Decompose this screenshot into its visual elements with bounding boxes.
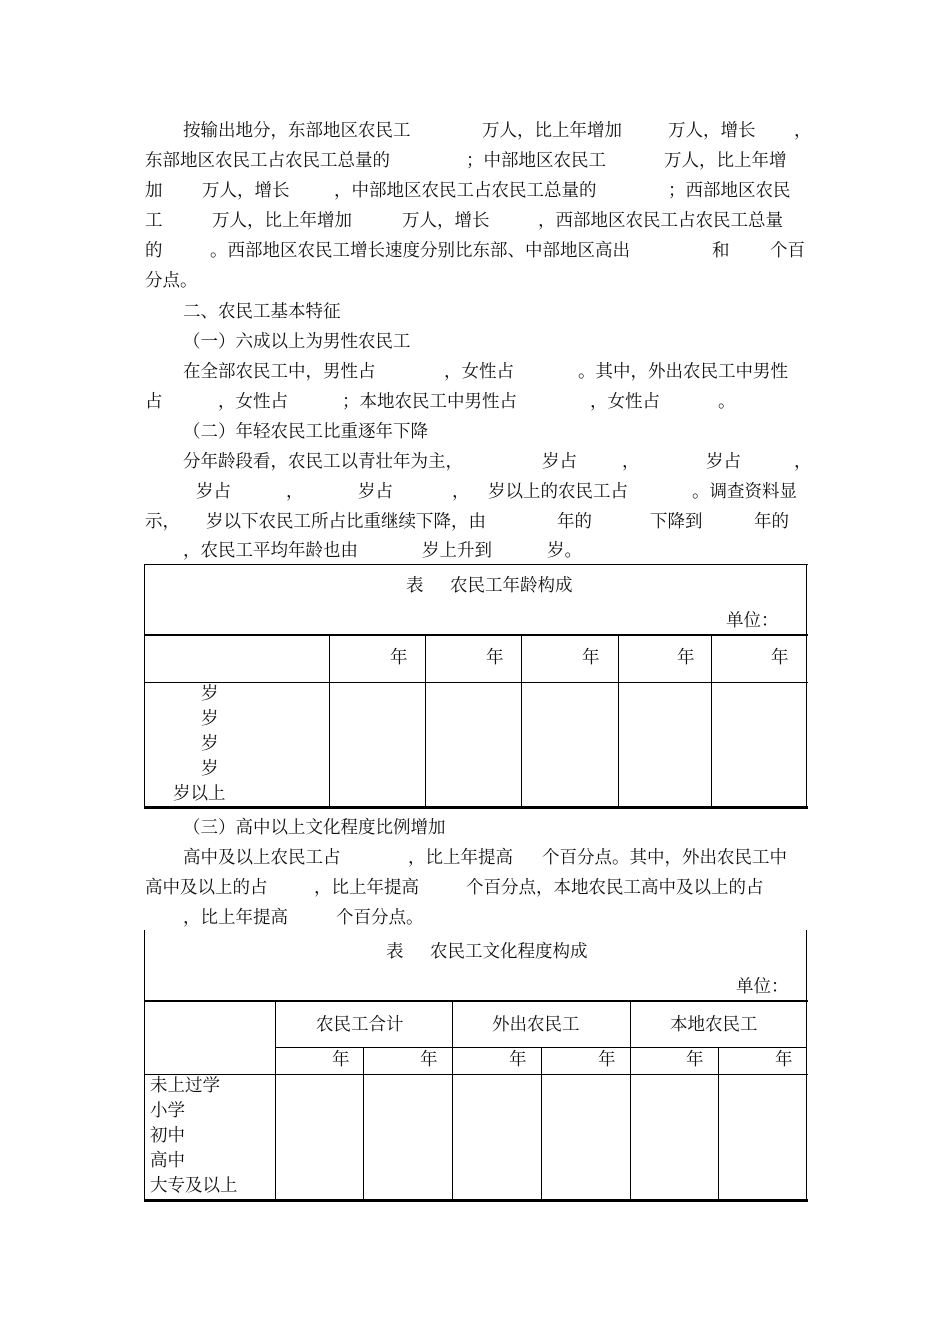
table-border	[144, 564, 145, 809]
text-segment: ，西部地区农民工占农民工总量	[538, 211, 783, 231]
text-segment: ，女性占	[590, 392, 660, 412]
text-segment: ，	[794, 452, 812, 472]
table-unit: 单位：	[726, 611, 779, 631]
text-segment: 岁占	[196, 482, 231, 502]
text-segment: 按输出地分，东部地区农民工	[183, 121, 411, 141]
text-segment: 下降到	[650, 512, 703, 532]
text-segment: ；中部地区农民工	[466, 151, 606, 171]
column-divider	[329, 634, 330, 808]
text-segment: 岁。	[547, 541, 582, 561]
section-heading: 二、农民工基本特征	[183, 302, 341, 322]
text-segment: 高中及以上农民工占	[183, 848, 341, 868]
column-divider	[452, 1000, 453, 1201]
text-segment: ，女性占	[444, 362, 514, 382]
text-segment: 的	[145, 241, 163, 261]
text-segment: 和	[712, 241, 730, 261]
text-segment: 。西部地区农民工增长速度分别比东部、中部地区高出	[210, 241, 630, 261]
table-rule	[144, 634, 808, 636]
text-segment: 万人，比上年增加	[482, 121, 622, 141]
table-border	[144, 564, 808, 565]
text-segment: 岁占	[542, 452, 577, 472]
text-segment: 万人，比上年增	[664, 151, 787, 171]
text-segment: 岁占	[358, 482, 393, 502]
table-rule	[144, 682, 808, 683]
column-divider	[521, 634, 522, 808]
text-segment: 年的	[754, 512, 789, 532]
table-rule	[144, 1000, 808, 1002]
column-header-year: 年	[420, 1050, 438, 1070]
text-segment: 岁占	[706, 452, 741, 472]
text-segment: ，	[622, 452, 640, 472]
column-header-year: 年	[332, 1050, 350, 1070]
row-label: 岁	[201, 684, 219, 704]
table-title: 农民工文化程度构成	[430, 942, 588, 962]
text-segment: 个百	[770, 241, 805, 261]
table-title-prefix: 表	[386, 942, 404, 962]
table-bottom-rule	[144, 806, 808, 809]
text-segment: 在全部农民工中，男性占	[183, 362, 376, 382]
text-segment: 万人，增长	[202, 181, 290, 201]
text-segment: 个百分点。其中，外出农民工中	[542, 848, 787, 868]
row-label: 岁	[201, 709, 219, 729]
text-segment: ，女性占	[218, 392, 288, 412]
group-header: 外出农民工	[492, 1015, 580, 1035]
row-label: 未上过学	[150, 1076, 220, 1096]
column-header-year: 年	[775, 1050, 793, 1070]
text-segment: 。	[718, 392, 736, 412]
column-header-year: 年	[390, 648, 408, 668]
subsection-heading-age: （二）年轻农民工比重逐年下降	[183, 422, 428, 442]
row-label: 岁以上	[173, 784, 226, 804]
text-segment: 岁上升到	[422, 541, 492, 561]
text-segment: ，比上年提高	[314, 878, 419, 898]
text-segment: 岁以下农民工所占比重继续下降，由	[206, 512, 486, 532]
column-header-year: 年	[509, 1050, 527, 1070]
text-segment: 。调查资料显	[692, 482, 797, 502]
column-divider	[711, 634, 712, 808]
table-unit: 单位：	[736, 977, 789, 997]
column-header-year: 年	[686, 1050, 704, 1070]
text-segment: 个百分点。	[336, 908, 424, 928]
row-label: 初中	[150, 1126, 185, 1146]
text-segment: ，	[794, 121, 812, 141]
text-segment: ，比上年提高	[183, 908, 288, 928]
row-label: 岁	[201, 734, 219, 754]
text-segment: 分年龄段看，农民工以青壮年为主，	[183, 452, 463, 472]
text-segment: ，	[286, 482, 304, 502]
row-label: 岁	[201, 759, 219, 779]
text-segment: 万人，增长	[402, 211, 490, 231]
text-segment: ，农民工平均年龄也由	[183, 541, 358, 561]
text-segment: ，	[452, 482, 470, 502]
table-title: 农民工年龄构成	[450, 576, 573, 596]
table-rule	[144, 1074, 808, 1075]
table-border	[806, 564, 807, 809]
column-header-year: 年	[677, 648, 695, 668]
row-label: 高中	[150, 1151, 185, 1171]
text-segment: ，比上年提高	[408, 848, 513, 868]
subsection-heading-education: （三）高中以上文化程度比例增加	[183, 818, 446, 838]
column-divider	[363, 1047, 364, 1201]
text-segment: 示，	[145, 512, 180, 532]
column-header-year: 年	[582, 648, 600, 668]
text-segment: ；西部地区农民	[668, 181, 791, 201]
text-segment: 万人，增长	[668, 121, 756, 141]
group-header: 农民工合计	[316, 1015, 404, 1035]
column-divider	[425, 634, 426, 808]
text-segment: 。其中，外出农民工中男性	[578, 362, 788, 382]
table-border	[806, 930, 807, 1202]
row-label: 小学	[150, 1101, 185, 1121]
text-segment: 个百分点，本地农民工高中及以上的占	[466, 878, 764, 898]
text-segment: ；本地农民工中男性占	[342, 392, 517, 412]
column-divider	[275, 1000, 276, 1201]
column-header-year: 年	[486, 648, 504, 668]
text-segment: 占	[145, 392, 163, 412]
column-divider	[541, 1047, 542, 1201]
column-header-year: 年	[771, 648, 789, 668]
text-segment: 分点。	[145, 271, 198, 291]
table-bottom-rule	[144, 1199, 808, 1202]
text-segment: 万人，比上年增加	[212, 211, 352, 231]
text-segment: 东部地区农民工占农民工总量的	[145, 151, 390, 171]
text-segment: 岁以上的农民工占	[488, 482, 628, 502]
column-header-year: 年	[598, 1050, 616, 1070]
group-header: 本地农民工	[670, 1015, 758, 1035]
text-segment: 年的	[557, 512, 592, 532]
table-border	[144, 930, 145, 1202]
column-divider	[618, 634, 619, 808]
text-segment: 高中及以上的占	[145, 878, 268, 898]
subsection-heading-gender: （一）六成以上为男性农民工	[183, 332, 411, 352]
table-title-prefix: 表	[406, 576, 424, 596]
column-divider	[718, 1047, 719, 1201]
text-segment: 工	[145, 211, 163, 231]
row-label: 大专及以上	[150, 1176, 238, 1196]
column-divider	[630, 1000, 631, 1201]
text-segment: 加	[145, 181, 163, 201]
text-segment: ，中部地区农民工占农民工总量的	[334, 181, 597, 201]
